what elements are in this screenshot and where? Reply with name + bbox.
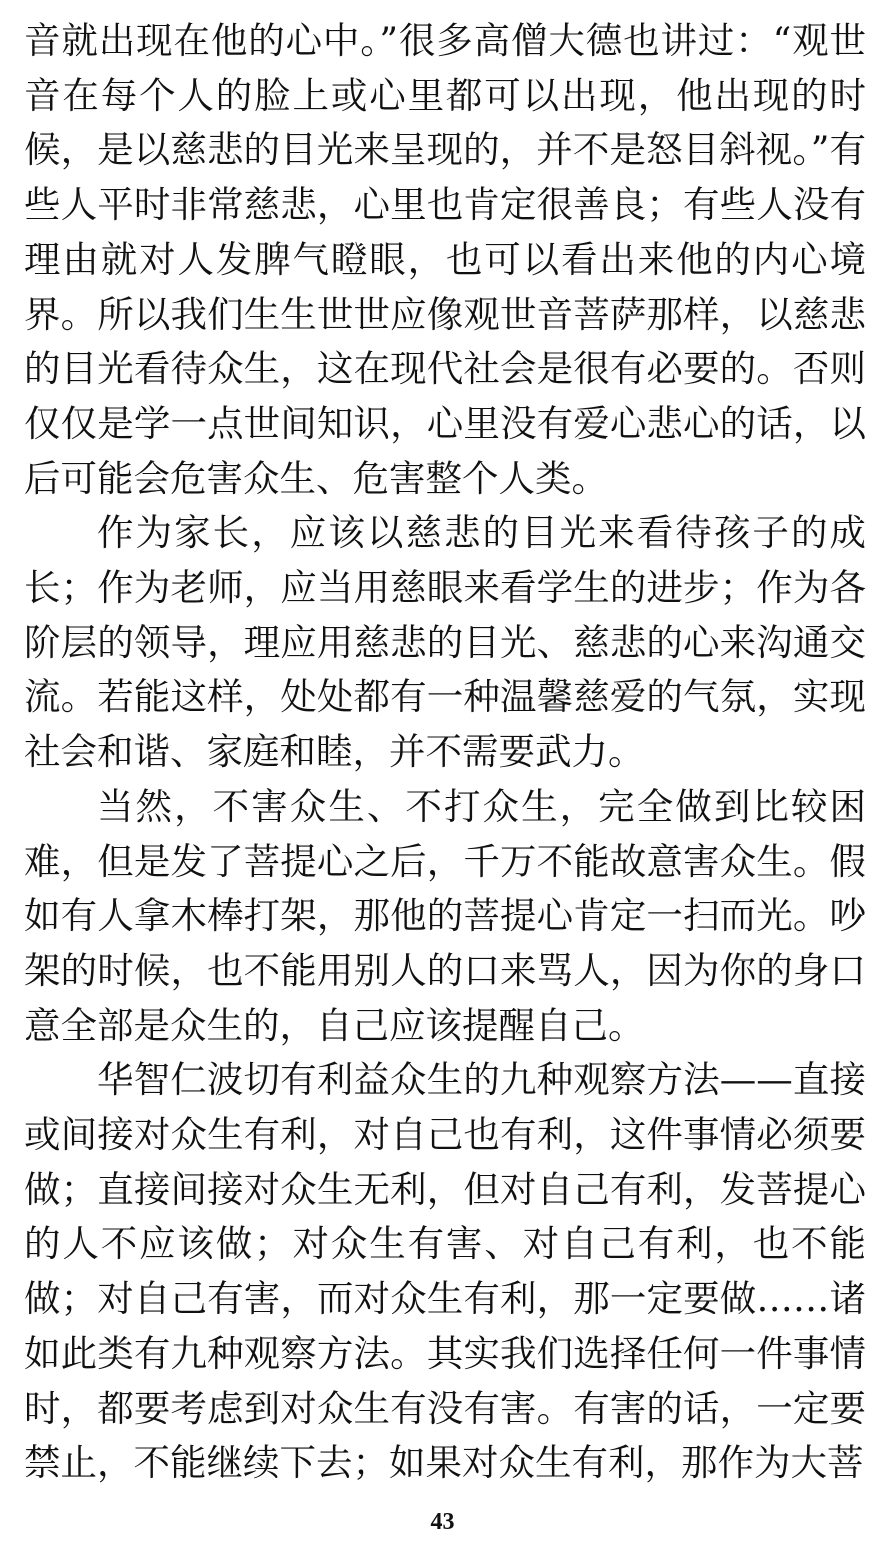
page-body (24, 14, 866, 1491)
paragraph-2: 作为家长，应该以慈悲的目光来看待孩子的成长；作为老师，应当用慈眼来看学生的进步；作为各阶层的领导，理应用慈悲的目光、慈悲的心来沟通交流。若能这样，处处都有一种温馨慈爱的气氛，实现社会和谐、家庭和睦，并不需要武力。 (24, 511, 866, 774)
paragraph-4: 华智仁波切有利益众生的九种观察方法——直接或间接对众生有利，对自己也有利，这件事情必须要做；直接间接对众生无利，但对自己有利，发菩提心的人不应该做；对众生有害、对自己有利，也不能做；对自己有害，而对众生有利，那一定要做……诸如此类有九种观察方法。其实我们选择任何一件事情时，都要考虑到对众生有没有害。有害的话，一定要禁止，不能继续下去；如果对众生有利，那作为大菩 (24, 1058, 866, 1485)
page-number: 43 (430, 1509, 455, 1535)
paragraph-1: 音就出现在他的心中。”很多高僧大德也讲过：“观世音在每个人的脸上或心里都可以出现，他出现的时候，是以慈悲的目光来呈现的，并不是怒目斜视。”有些人平时非常慈悲，心里也肯定很善良；有些人没有理由就对人发脾气瞪眼，也可以看出来他的内心境界。所以我们生生世世应像观世音菩萨那样，以慈悲的目光看待众生，这在现代社会是很有必要的。否则仅仅是学一点世间知识，心里没有爱心悲心的话，以后可能会危害众生、危害整个人类。 (24, 19, 866, 500)
paragraph-3: 当然，不害众生、不打众生，完全做到比较困难，但是发了菩提心之后，千万不能故意害众生。假如有人拿木棒打架，那他的菩提心肯定一扫而光。吵架的时候，也不能用别人的口来骂人，因为你的身口意全部是众生的，自己应该提醒自己。 (24, 784, 866, 1047)
